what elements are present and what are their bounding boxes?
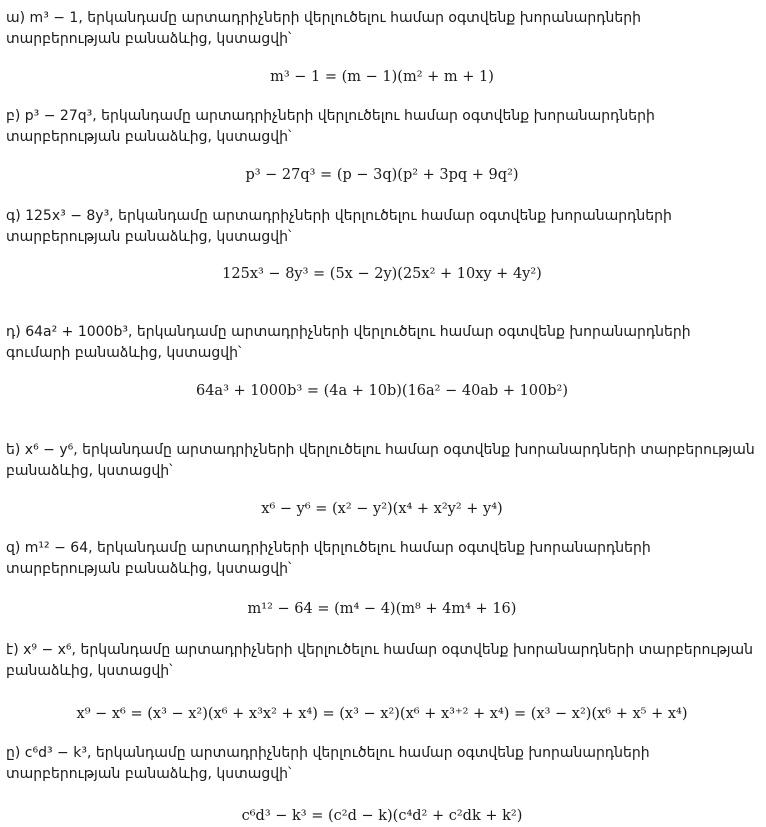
example-e-equation: x⁶ − y⁶ = (x² − y²)(x⁴ + x²y² + y⁴)	[261, 501, 503, 517]
example-a	[6, 8, 758, 85]
example-f-equation: m¹² − 64 = (m⁴ − 4)(m⁸ + 4m⁴ + 16)	[247, 601, 517, 617]
example-b-equation: p³ − 27q³ = (p − 3q)(p² + 3pq + 9q²)	[245, 167, 519, 183]
example-f-statement: զ) m¹² − 64, երկանդամը արտադրիչների վերլուծելու համար օգտվենք խորանարդների տարբերության բանաձևից, կստացվի՝	[6, 540, 651, 577]
example-d-equation: 64a³ + 1000b³ = (4a + 10b)(16a² − 40ab + 100b²)	[195, 383, 569, 399]
example-e-statement: ե) x⁶ − y⁶, երկանդամը արտադրիչների վերլուծելու համար օգտվենք խորանարդների տարբերության բանաձևից, կստացվի՝	[6, 442, 755, 479]
example-h-equation: c⁶d³ − k³ = (c²d − k)(c⁴d² + c²dk + k²)	[241, 808, 523, 824]
example-b-statement: բ) p³ − 27q³, երկանդամը արտադրիչների վերլուծելու համար օգտվենք խորանարդների տարբերության բանաձևից, կստացվի՝	[6, 108, 655, 145]
example-c-equation: 125x³ − 8y³ = (5x − 2y)(25x² + 10xy + 4y²)	[222, 266, 542, 282]
example-e	[6, 440, 758, 517]
example-d	[6, 322, 758, 399]
example-c-statement: գ) 125x³ − 8y³, երկանդամը արտադրիչների վերլուծելու համար օգտվենք խորանարդների տարբերության բանաձևից, կստացվի՝	[6, 208, 672, 245]
example-h-statement: ը) c⁶d³ − k³, երկանդամը արտադրիչների վերլուծելու համար օգտվենք խորանարդների տարբերության բանաձևից, կստացվի՝	[6, 745, 650, 782]
example-g-statement: է) x⁹ − x⁶, երկանդամը արտադրիչների վերլուծելու համար օգտվենք խորանարդների տարբերության բանաձևից, կստացվի՝	[6, 642, 754, 679]
example-f	[6, 538, 758, 617]
example-a-equation: m³ − 1 = (m − 1)(m² + m + 1)	[270, 69, 494, 85]
example-g-equation: x⁹ − x⁶ = (x³ − x²)(x⁶ + x³x² + x⁴) = (x³ − x²)(x⁶ + x³⁺² + x⁴) = (x³ − x²)(x⁶ + x⁵ + x⁴)	[76, 706, 688, 722]
example-g	[6, 640, 758, 722]
example-b	[6, 106, 758, 183]
example-c	[6, 206, 758, 282]
example-d-statement: դ) 64a² + 1000b³, երկանդամը արտադրիչների վերլուծելու համար օգտվենք խորանարդների գումարի բանաձևից, կստացվի՝	[6, 324, 691, 361]
example-h	[6, 743, 758, 824]
example-a-statement: ա) m³ − 1, երկանդամը արտադրիչների վերլուծելու համար օգտվենք խորանարդների տարբերության բանաձևից, կստացվի՝	[6, 10, 642, 47]
